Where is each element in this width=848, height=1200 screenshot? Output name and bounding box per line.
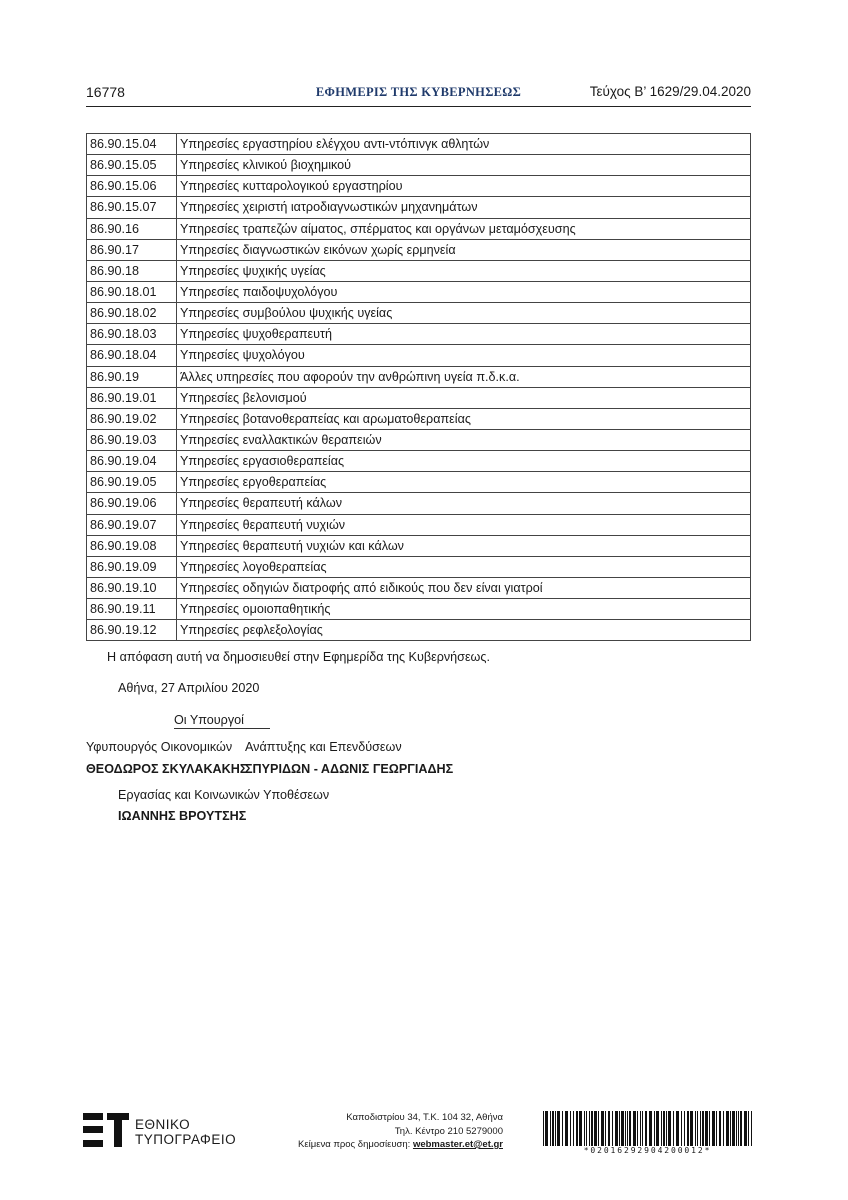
ministers-heading [174,713,270,727]
gazette-title: ΕΦΗΜΕΡΙΣ ΤΗΣ ΚΥΒΕΡΝΗΣΕΩΣ [315,85,522,99]
barcode-bar [705,1111,708,1147]
table-row [87,387,751,408]
table-row [87,303,751,324]
barcode-bar [676,1111,679,1147]
code-cell: 86.90.19.02 [87,408,177,429]
barcode-bar [712,1111,715,1147]
barcode-bar [697,1111,698,1147]
table-row [87,134,751,155]
description-cell: Υπηρεσίες εργοθεραπείας [177,472,751,493]
barcode-bar [552,1111,554,1147]
table-row [87,324,751,345]
barcode-bar [719,1111,721,1147]
page-header [86,84,751,104]
description-cell: Υπηρεσίες βελονισμού [177,387,751,408]
barcode-bar [594,1111,597,1147]
barcode-bar [654,1111,655,1147]
logo-line-2: ΤΥΠΟΓΡΑΦΕΙΟ [135,1132,237,1147]
code-cell: 86.90.19.06 [87,493,177,514]
table-row [87,535,751,556]
barcode-bar [612,1111,613,1147]
barcode-bar [589,1111,590,1147]
table-row [87,366,751,387]
barcode-bar [673,1111,674,1147]
description-cell: Υπηρεσίες ρεφλεξολογίας [177,620,751,641]
code-cell: 86.90.19.03 [87,429,177,450]
barcode-bar [740,1111,742,1147]
description-cell: Υπηρεσίες ψυχοθεραπευτή [177,324,751,345]
barcode-bar [576,1111,578,1147]
codes-table [86,133,751,641]
description-cell: Υπηρεσίες κυτταρολογικού εργαστηρίου [177,176,751,197]
barcode-bar [663,1111,665,1147]
barcode-bar [598,1111,599,1147]
barcode-bar [687,1111,689,1147]
table-row [87,218,751,239]
table-row [87,556,751,577]
barcode-bar [543,1111,544,1147]
barcode-bar [640,1111,641,1147]
code-cell: 86.90.16 [87,218,177,239]
barcode-bar [642,1111,643,1147]
barcode-bar [716,1111,717,1147]
code-cell: 86.90.19 [87,366,177,387]
barcode-bar [709,1111,710,1147]
code-cell: 86.90.18.01 [87,281,177,302]
description-cell: Υπηρεσίες θεραπευτή κάλων [177,493,751,514]
code-cell: 86.90.17 [87,239,177,260]
barcode-bar [584,1111,585,1147]
code-cell: 86.90.18.03 [87,324,177,345]
table-row [87,260,751,281]
barcode-bar [661,1111,662,1147]
barcode-bar [751,1111,752,1147]
barcode-bar [645,1111,647,1147]
national-printing-office-logo [83,1111,263,1151]
code-cell: 86.90.15.06 [87,176,177,197]
table-row [87,620,751,641]
barcode-bar [579,1111,582,1147]
et-logo-icon [83,1113,129,1147]
description-cell: Υπηρεσίες παιδοψυχολόγου [177,281,751,302]
description-cell: Υπηρεσίες ομοιοπαθητικής [177,599,751,620]
barcode-bar [629,1111,631,1147]
table-row [87,472,751,493]
barcode-bar [684,1111,685,1147]
table-row [87,408,751,429]
barcode-bar [668,1111,671,1147]
description-cell: Υπηρεσίες θεραπευτή νυχιών [177,514,751,535]
code-cell: 86.90.19.04 [87,451,177,472]
description-cell: Υπηρεσίες διαγνωστικών εικόνων χωρίς ερμηνεία [177,239,751,260]
logo-text [135,1117,236,1147]
barcode-bar [550,1111,551,1147]
description-cell: Υπηρεσίες εναλλακτικών θεραπειών [177,429,751,450]
signature-name-3: ΙΩΑΝΝΗΣ ΒΡΟΥΤΣΗΣ [118,809,247,823]
description-cell: Υπηρεσίες κλινικού βιοχημικού [177,155,751,176]
page-number: 16778 [86,84,125,100]
barcode-bar [557,1111,560,1147]
table-row [87,514,751,535]
footer-contact [298,1111,503,1152]
code-cell: 86.90.19.09 [87,556,177,577]
barcode-bar [738,1111,739,1147]
barcode-bar [605,1111,606,1147]
barcode-bar [748,1111,749,1147]
barcode-bar [619,1111,620,1147]
barcode-bar [615,1111,618,1147]
barcode-bar [730,1111,731,1147]
code-cell: 86.90.19.08 [87,535,177,556]
barcode-bar [700,1111,701,1147]
signature-name-2: ΣΠΥΡΙΔΩΝ - ΑΔΩΝΙΣ ΓΕΩΡΓΙΑΔΗΣ [245,762,454,776]
description-cell: Υπηρεσίες ψυχολόγου [177,345,751,366]
barcode-bar [681,1111,682,1147]
barcode-bar [573,1111,574,1147]
header-divider [86,106,751,107]
footer-email-line [298,1138,503,1152]
issue-info: Τεύχος Β’ 1629/29.04.2020 [589,84,751,99]
codes-table-body [87,134,751,641]
description-cell: Υπηρεσίες βοτανοθεραπείας και αρωματοθεραπείας [177,408,751,429]
barcode-number: *02016292904200012* [541,1146,754,1155]
table-row [87,345,751,366]
table-row [87,599,751,620]
table-row [87,493,751,514]
barcode-bar [702,1111,704,1147]
barcode-bar [723,1111,724,1147]
place-date: Αθήνα, 27 Απριλίου 2020 [118,681,260,695]
barcode-bar [601,1111,604,1147]
footer-email-link[interactable]: webmaster.et@et.gr [412,1139,503,1150]
barcode-bar [744,1111,747,1147]
code-cell: 86.90.19.07 [87,514,177,535]
table-row [87,577,751,598]
barcode-bar [625,1111,626,1147]
ministers-heading-text: Οι Υπουργοί [174,713,270,729]
code-cell: 86.90.19.10 [87,577,177,598]
barcode-bar [649,1111,652,1147]
barcode-bar [656,1111,659,1147]
barcode-bar [695,1111,696,1147]
code-cell: 86.90.19.11 [87,599,177,620]
code-cell: 86.90.19.12 [87,620,177,641]
table-row [87,429,751,450]
code-cell: 86.90.15.04 [87,134,177,155]
footer-address: Καποδιστρίου 34, Τ.Κ. 104 32, Αθήνα [346,1112,503,1123]
description-cell: Υπηρεσίες χειριστή ιατροδιαγνωστικών μηχανημάτων [177,197,751,218]
barcode-bar [621,1111,624,1147]
code-cell: 86.90.18.02 [87,303,177,324]
barcode-bar [637,1111,638,1147]
barcode-bar [736,1111,737,1147]
publication-note: Η απόφαση αυτή να δημοσιευθεί στην Εφημερίδα της Κυβερνήσεως. [107,650,490,664]
code-cell: 86.90.15.07 [87,197,177,218]
barcode-bar [666,1111,667,1147]
table-row [87,281,751,302]
code-cell: 86.90.19.05 [87,472,177,493]
table-row [87,451,751,472]
barcode-bar [633,1111,636,1147]
barcode-bar [726,1111,729,1147]
description-cell: Υπηρεσίες λογοθεραπείας [177,556,751,577]
barcode-bar [565,1111,568,1147]
code-cell: 86.90.15.05 [87,155,177,176]
description-cell: Υπηρεσίες θεραπευτή νυχιών και κάλων [177,535,751,556]
barcode-bar [562,1111,563,1147]
barcode-bar [690,1111,693,1147]
barcode-bar [570,1111,571,1147]
code-cell: 86.90.18.04 [87,345,177,366]
description-cell: Υπηρεσίες οδηγιών διατροφής από ειδικούς που δεν είναι γιατροί [177,577,751,598]
description-cell: Υπηρεσίες ψυχικής υγείας [177,260,751,281]
signature-role-3: Εργασίας και Κοινωνικών Υποθέσεων [118,788,330,802]
signature-name-1: ΘΕΟΔΩΡΟΣ ΣΚΥΛΑΚΑΚΗΣ [86,762,248,776]
barcode-bar [732,1111,735,1147]
description-cell: Άλλες υπηρεσίες που αφορούν την ανθρώπινη υγεία π.δ.κ.α. [177,366,751,387]
description-cell: Υπηρεσίες εργαστηρίου ελέγχου αντι-ντόπινγκ αθλητών [177,134,751,155]
description-cell: Υπηρεσίες τραπεζών αίματος, σπέρματος και οργάνων μεταμόσχευσης [177,218,751,239]
table-row [87,197,751,218]
footer-phone: Τηλ. Κέντρο 210 5279000 [394,1125,503,1137]
barcode-bar [591,1111,593,1147]
footer-email-label: Κείμενα προς δημοσίευση: [298,1139,411,1150]
signature-role-1: Υφυπουργός Οικονομικών [86,740,233,754]
barcode-bar [627,1111,628,1147]
table-row [87,155,751,176]
barcode-bar [545,1111,548,1147]
code-cell: 86.90.18 [87,260,177,281]
logo-line-1: ΕΘΝΙΚΟ [135,1117,191,1132]
table-row [87,239,751,260]
table-row [87,176,751,197]
barcode-bar [608,1111,610,1147]
description-cell: Υπηρεσίες συμβούλου ψυχικής υγείας [177,303,751,324]
description-cell: Υπηρεσίες εργασιοθεραπείας [177,451,751,472]
code-cell: 86.90.19.01 [87,387,177,408]
barcode-bar [555,1111,556,1147]
barcode-bar [586,1111,587,1147]
signature-role-2: Ανάπτυξης και Επενδύσεων [245,740,402,754]
